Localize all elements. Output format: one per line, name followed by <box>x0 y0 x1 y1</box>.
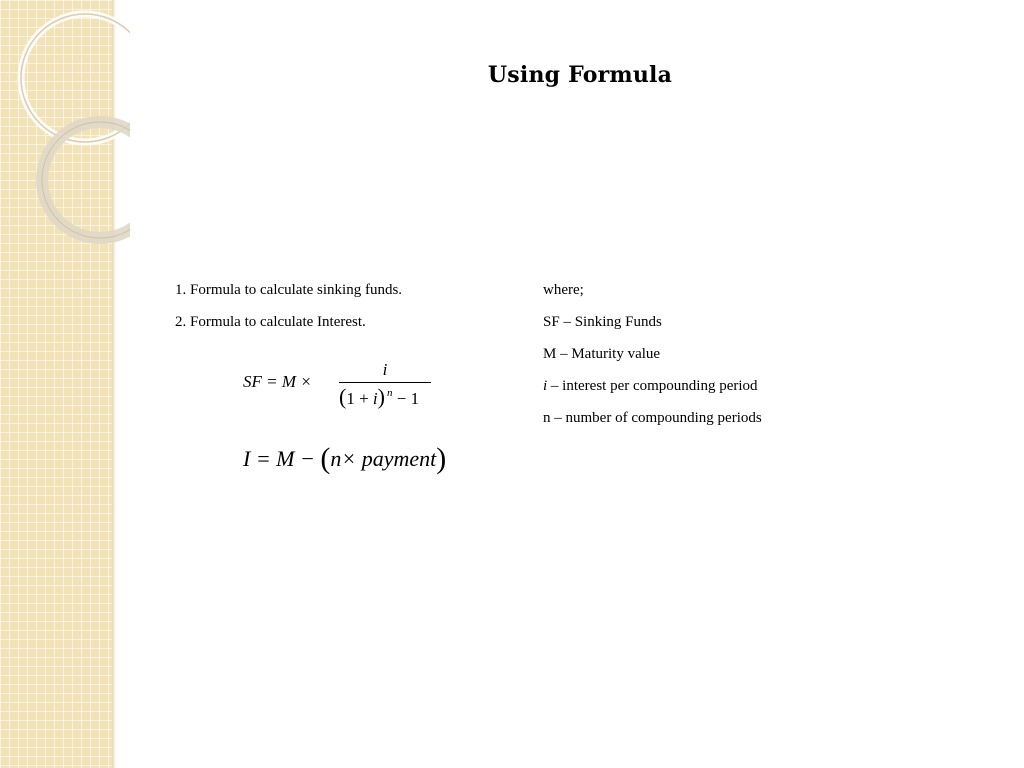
formula-list-item: 2. Formula to calculate Interest. <box>175 314 366 330</box>
definition-text: – Maturity value <box>556 346 661 362</box>
sinking-fund-fraction <box>339 360 431 408</box>
definition-m <box>543 338 762 370</box>
definitions-list <box>543 274 762 434</box>
decorative-rings <box>0 0 130 260</box>
fraction-numerator: i <box>382 360 388 379</box>
interest-formula-lhs: I = M − <box>243 446 321 471</box>
definitions-intro: where; <box>543 282 584 298</box>
sinking-fund-formula-lhs: SF = M × <box>243 372 312 391</box>
definition-text: – interest per compounding period <box>547 378 758 394</box>
definition-text: – number of compounding periods <box>550 410 762 426</box>
exponent: n <box>386 387 393 399</box>
definition-symbol: SF <box>543 314 560 330</box>
definition-n <box>543 402 762 434</box>
fraction-bar <box>339 382 431 383</box>
formula-list <box>175 274 402 338</box>
definition-symbol: M <box>543 346 557 362</box>
interest-formula: I = M − (n× payment) <box>243 442 447 475</box>
slide-title: Using Formula <box>487 62 673 88</box>
definition-i <box>543 370 762 402</box>
definition-sf <box>543 306 762 338</box>
definition-symbol: i <box>543 378 548 394</box>
interest-formula-body: n× payment <box>330 446 437 471</box>
fraction-denominator: (1 + i) $^n$ − 1 <box>339 384 420 409</box>
formula-list-item: 1. Formula to calculate sinking funds. <box>175 282 403 298</box>
definition-text: – Sinking Funds <box>559 314 662 330</box>
definition-symbol: n <box>543 410 551 426</box>
